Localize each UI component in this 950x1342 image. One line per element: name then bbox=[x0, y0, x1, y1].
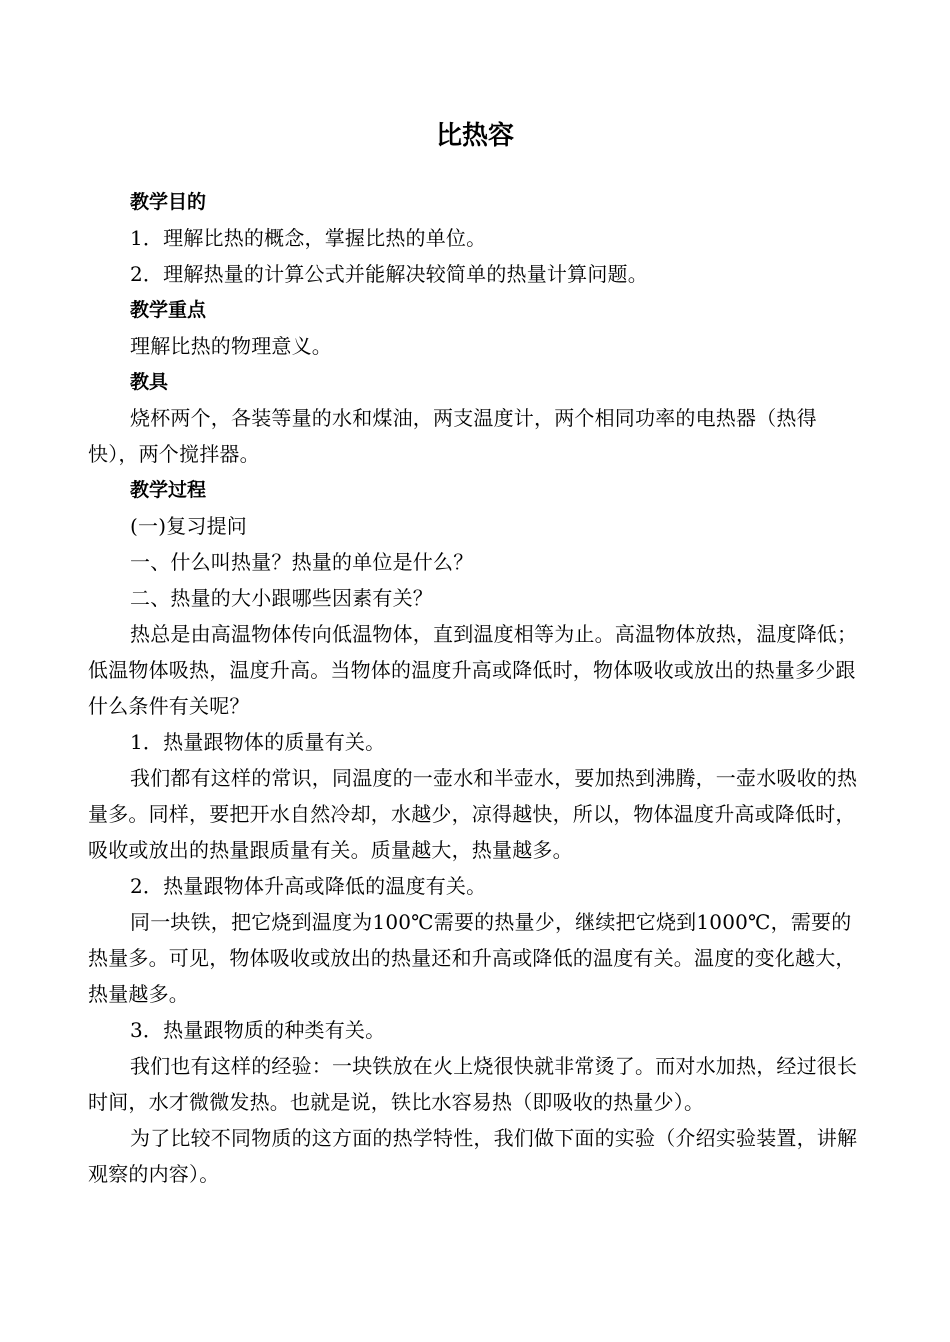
tools-text: 烧杯两个，各装等量的水和煤油，两支温度计，两个相同功率的电热器（热得快），两个搅拌器。 bbox=[88, 406, 817, 466]
review-question-1: 一、什么叫热量？热量的单位是什么？ bbox=[130, 550, 474, 574]
heading-key-points: 教学重点 bbox=[130, 299, 207, 321]
paragraph-mass: 我们都有这样的常识，同温度的一壶水和半壶水，要加热到沸腾，一壶水吸收的热量多。同样，要把开水自然冷却，水越少，凉得越快，所以，物体温度升高或降低时，吸收或放出的热量跟质量有关。质量越大，热量越多。 bbox=[88, 766, 858, 862]
review-title: (一)复习提问 bbox=[130, 514, 248, 538]
page-title: 比热容 bbox=[435, 121, 514, 151]
point-substance: 3．热量跟物质的种类有关。 bbox=[130, 1018, 386, 1042]
objective-item-2: 2．理解热量的计算公式并能解决较简单的热量计算问题。 bbox=[130, 262, 648, 286]
paragraph-temperature: 同一块铁，把它烧到温度为100℃需要的热量少，继续把它烧到1000℃，需要的热量多。可见，物体吸收或放出的热量还和升高或降低的温度有关。温度的变化越大，热量越多。 bbox=[88, 910, 856, 1006]
objective-item-1: 1．理解比热的概念，掌握比热的单位。 bbox=[130, 226, 487, 250]
paragraph-experiment: 为了比较不同物质的这方面的热学特性，我们做下面的实验（介绍实验装置，讲解观察的内容）。 bbox=[88, 1126, 858, 1186]
paragraph-heat-transfer: 热总是由高温物体传向低温物体，直到温度相等为止。高温物体放热，温度降低；低温物体吸热，温度升高。当物体的温度升高或降低时，物体吸收或放出的热量多少跟什么条件有关呢？ bbox=[88, 622, 858, 718]
heading-objective: 教学目的 bbox=[130, 191, 207, 213]
review-question-2: 二、热量的大小跟哪些因素有关？ bbox=[130, 586, 433, 610]
point-temperature: 2．热量跟物体升高或降低的温度有关。 bbox=[130, 874, 487, 898]
heading-tools: 教具 bbox=[130, 371, 169, 393]
key-points-text: 理解比热的物理意义。 bbox=[130, 334, 332, 358]
paragraph-substance: 我们也有这样的经验：一块铁放在火上烧很快就非常烫了。而对水加热，经过很长时间，水才微微发热。也就是说，铁比水容易热（即吸收的热量少）。 bbox=[88, 1054, 858, 1114]
heading-process: 教学过程 bbox=[130, 479, 207, 501]
point-mass: 1．热量跟物体的质量有关。 bbox=[130, 730, 386, 754]
